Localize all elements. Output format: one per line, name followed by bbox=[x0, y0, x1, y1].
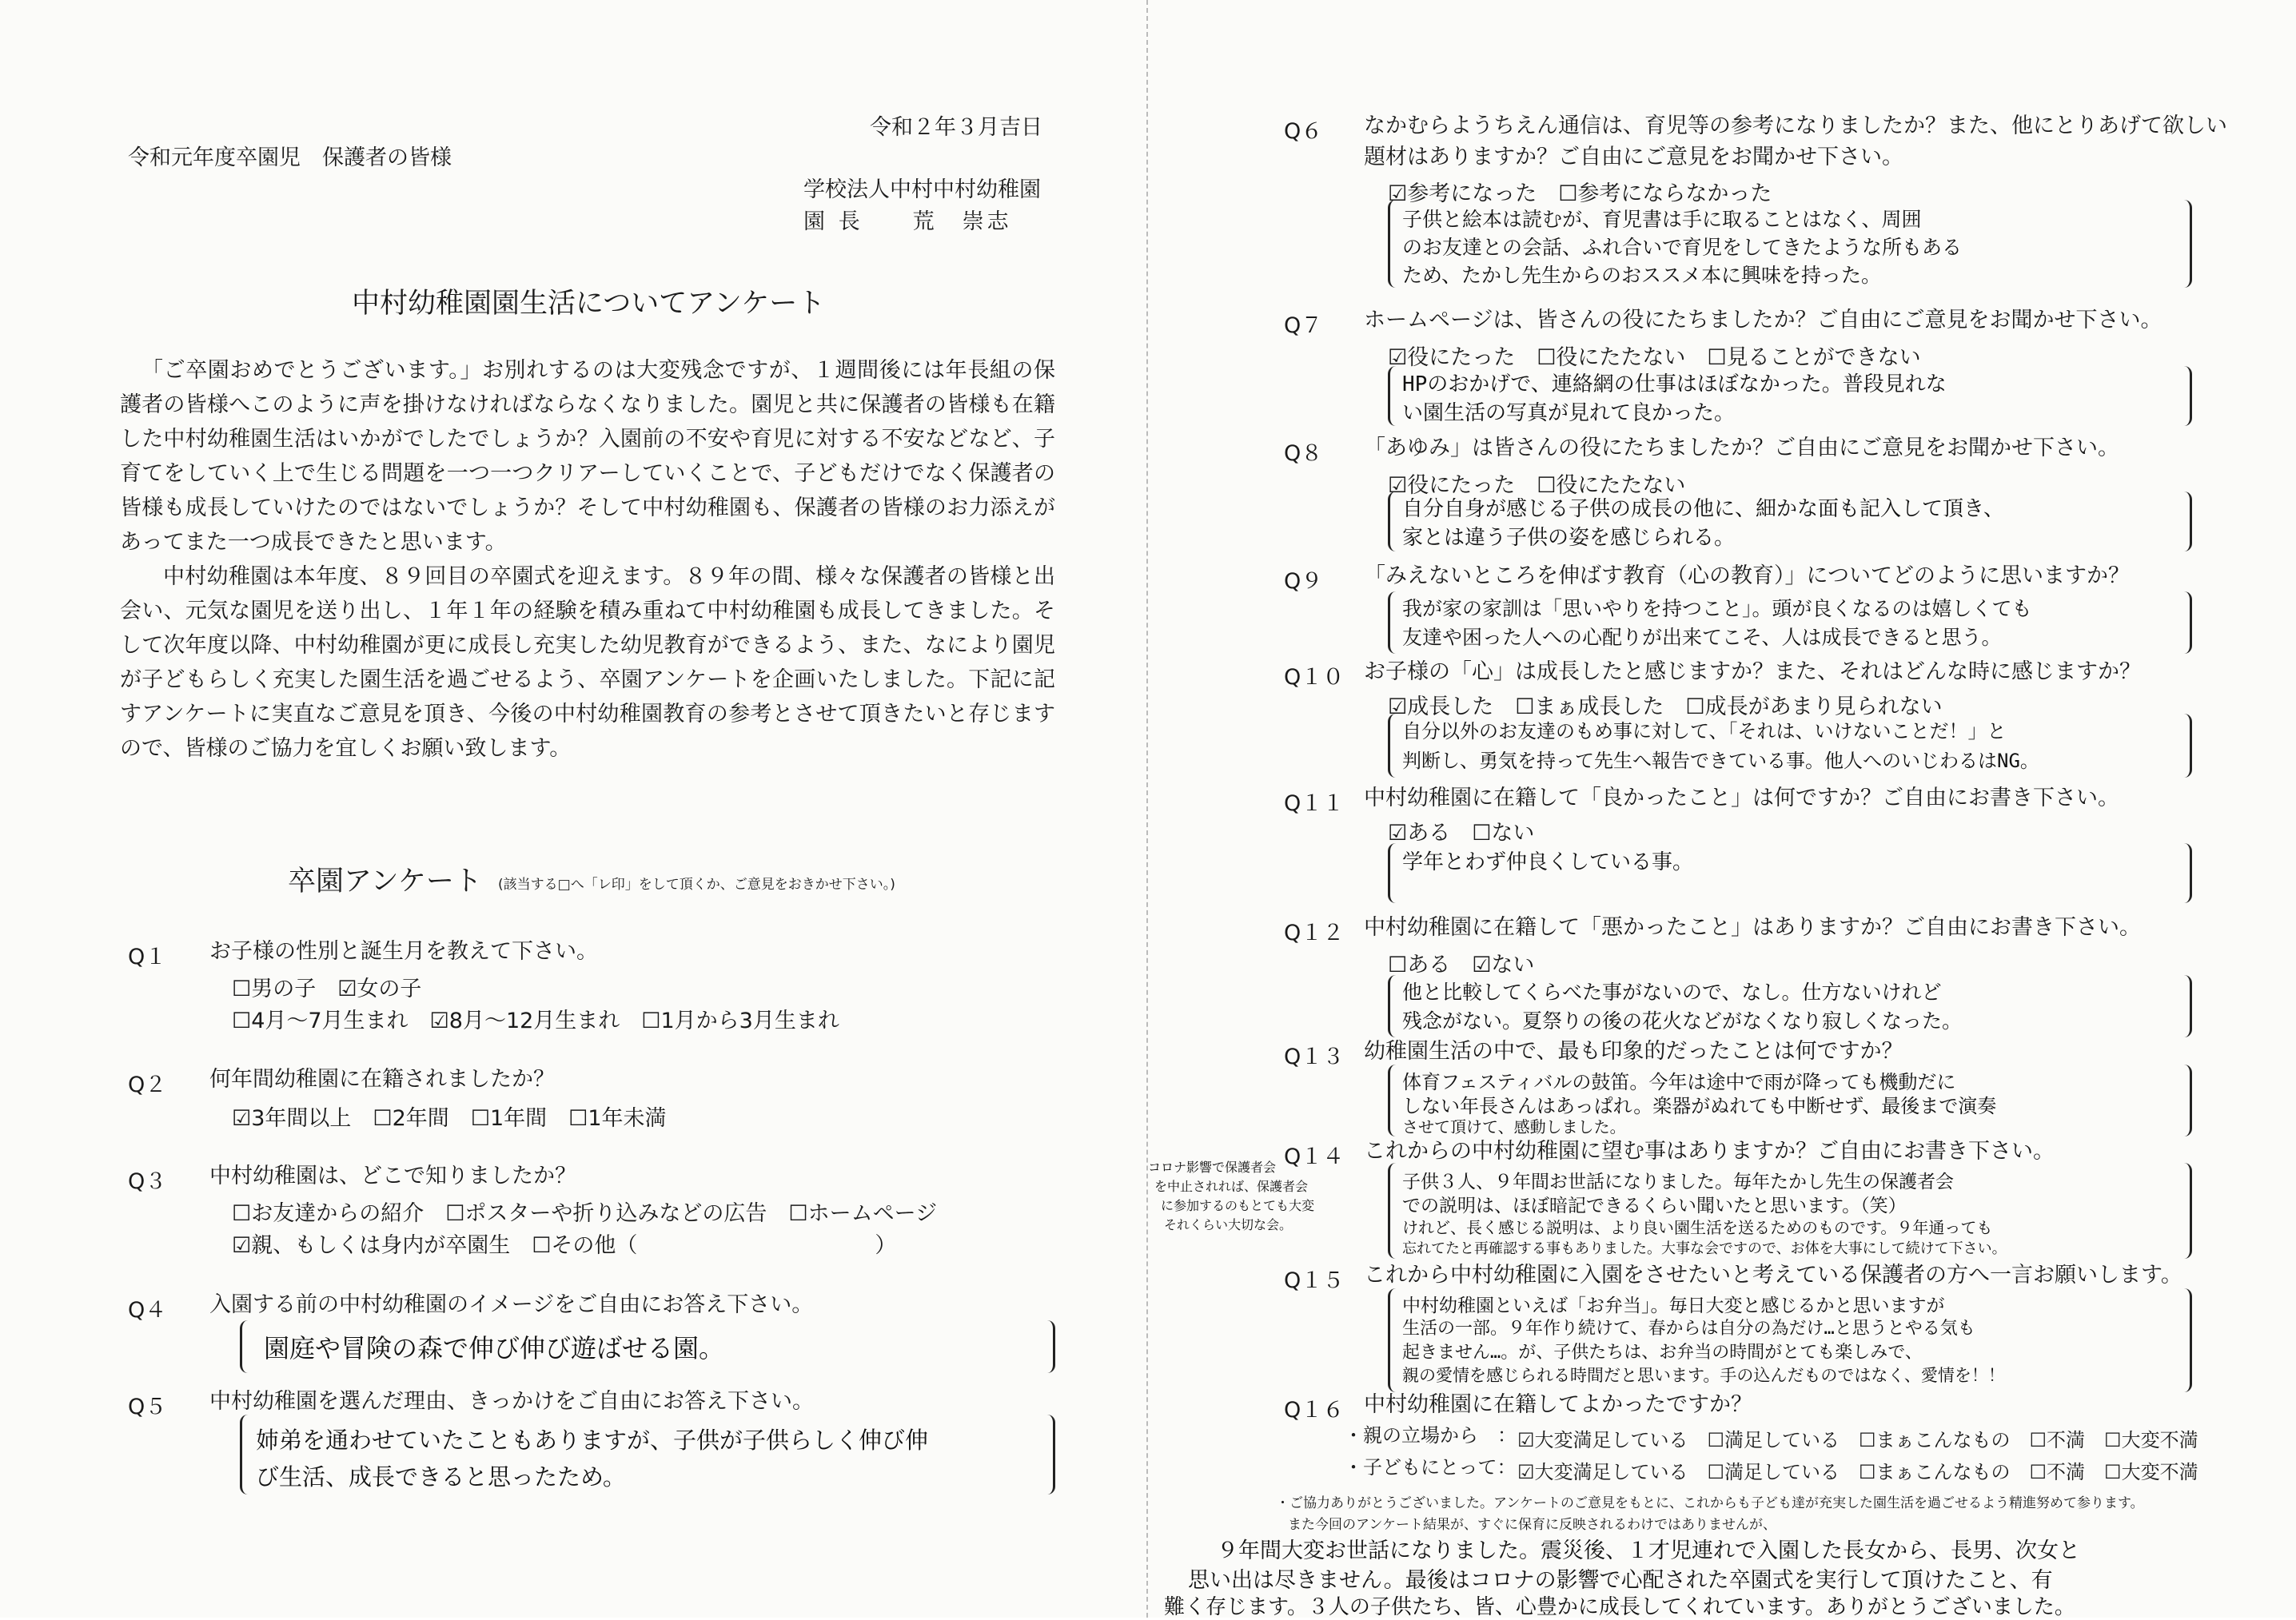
q12-text: 中村幼稚園に在籍して「悪かったこと」はありますか？ご自由にお書き下さい。 bbox=[1364, 915, 2141, 940]
q15-answer-line-4: 親の愛情を感じられる時間だと思います。手の込んだものではなく、愛情を！！ bbox=[1402, 1366, 2005, 1385]
q4-text: 入園する前の中村幼稚園のイメージをご自由にお答え下さい。 bbox=[209, 1292, 814, 1317]
q12-answer-line-2: 残念がない。夏祭りの後の花火などがなくなり寂しくなった。 bbox=[1402, 1009, 1963, 1033]
q10-answer-line-2: 判断し、勇気を持って先生へ報告できている事。他人へのいじわるはNG。 bbox=[1402, 750, 2039, 772]
q10-text: お子様の「心」は成長したと感じますか？また、それはどんな時に感じますか？ bbox=[1364, 659, 2141, 684]
closing-note-1: ・ご協力ありがとうございました。アンケートのご意見をもとに、これからも子ども達が充実した園生活を過ごせるよう精進努めて参ります。 bbox=[1276, 1495, 2144, 1511]
q1-number: Q１ bbox=[128, 945, 167, 969]
q16-number: Q１６ bbox=[1284, 1398, 1345, 1423]
q14-margin-note-3: に参加するのもとても大変 bbox=[1161, 1198, 1315, 1213]
right-page bbox=[1148, 0, 2296, 1618]
q11-text: 中村幼稚園に在籍して「良かったこと」は何ですか？ご自由にお書き下さい。 bbox=[1364, 786, 2119, 810]
q14-answer-line-2: での説明は、ほぼ暗記できるくらい聞いたと思います。（笑） bbox=[1402, 1196, 1907, 1216]
q2-options[interactable]: ☑3年間以上 ☐2年間 ☐1年間 ☐1年未満 bbox=[232, 1106, 667, 1131]
q14-margin-note-1: コロナ影響で保護者会 bbox=[1148, 1160, 1277, 1175]
q13-answer-line-3: させて頂けて、感動しました。 bbox=[1402, 1117, 1626, 1136]
q12-number: Q１２ bbox=[1284, 921, 1345, 945]
q4-number: Q４ bbox=[128, 1298, 167, 1323]
q14-text: これからの中村幼稚園に望む事はありますか？ご自由にお書き下さい。 bbox=[1364, 1139, 2055, 1164]
intro-paragraph-2: 中村幼稚園は本年度、８９回目の卒園式を迎えます。８９年の間、様々な保護者の皆様と出会い、元気な園児を送り出し、１年１年の経験を積み重ねて中村幼稚園も成長してきました。そして次年度以降、中村幼稚園が更に成長し充実した幼児教育ができるよう、また、なにより園児が子どもらしく充実した園生活を過ごせるよう、卒園アンケートを企画いたしました。下記に記すアンケートに実直なご意見を頂き、今後の中村幼稚園教育の参考とさせて頂きたいと存じますので、皆様のご協力を宜しくお願い致します。 bbox=[120, 564, 1055, 761]
intro-paragraph-1: 「ご卒園おめでとうございます。」お別れするのは大変残念ですが、１週間後には年長組の保護者の皆様へこのように声を掛けなければならなくなりました。園児と共に保護者の皆様も在籍した中村幼稚園生活はいかがでしたでしょうか？入園前の不安や育児に対する不安などなど、子育てをしていく上で生じる問題を一つ一つクリアーしていくことで、子どもだけでなく保護者の皆様も成長していけたのではないでしょうか？そして中村幼稚園も、保護者の皆様のお力添えがあってまた一つ成長できたと思います。 bbox=[120, 358, 1055, 555]
q3-number: Q３ bbox=[128, 1169, 167, 1194]
q11-number: Q１１ bbox=[1284, 791, 1345, 816]
q6-answer-line-3: ため、たかし先生からのおススメ本に興味を持った。 bbox=[1402, 264, 1882, 287]
q1-gender-options[interactable]: ☐男の子 ☑女の子 bbox=[232, 977, 422, 1001]
closing-note-2: また今回のアンケート結果が、すぐに保育に反映されるわけではありませんが、 bbox=[1288, 1517, 1776, 1533]
q15-answer-line-1: 中村幼稚園といえば「お弁当」。毎日大変と感じるかと思いますが bbox=[1402, 1296, 1945, 1316]
q2-text: 何年間幼稚園に在籍されましたか？ bbox=[209, 1067, 555, 1092]
q15-answer-line-3: 起きません…。が、子供たちは、お弁当の時間がとても楽しみで、 bbox=[1402, 1343, 1923, 1363]
q14-margin-note-4: それくらい大切な会。 bbox=[1164, 1217, 1293, 1232]
q16-text: 中村幼稚園に在籍してよかったですか？ bbox=[1364, 1392, 1752, 1417]
q5-answer-line-1: 姉弟を通わせていたこともありますが、子供が子供らしく伸び伸 bbox=[256, 1427, 929, 1454]
q7-number: Q７ bbox=[1284, 313, 1323, 338]
q13-answer-line-2: しない年長さんはあっぱれ。楽器がぬれても中断せず、最後まで演奏 bbox=[1402, 1095, 1997, 1117]
principal-name: 園 長 荒 崇志 bbox=[803, 209, 1012, 234]
q12-answer-line-1: 他と比較してくらべた事がないので、なし。仕方ないけれど bbox=[1402, 981, 1942, 1004]
q3-text: 中村幼稚園は、どこで知りましたか？ bbox=[209, 1164, 576, 1188]
q8-number: Q８ bbox=[1284, 441, 1323, 466]
q1-birth-month-options[interactable]: ☐4月～7月生まれ ☑8月～12月生まれ ☐1月から3月生まれ bbox=[232, 1009, 839, 1033]
q16-child-label: ・子どもにとって： bbox=[1344, 1456, 1517, 1479]
final-message-line-3: 難く存じます。３人の子供たち、皆、心豊かに成長してくれています。ありがとうございました。 bbox=[1164, 1595, 2075, 1619]
q16-parent-label: ・親の立場から ： bbox=[1344, 1424, 1517, 1447]
letter-recipient: 令和元年度卒園児 保護者の皆様 bbox=[128, 145, 452, 170]
q3-options-2[interactable]: ☑親、もしくは身内が卒園生 ☐その他（ ） bbox=[232, 1233, 897, 1258]
survey-instructions: (該当する□へ「レ印」をして頂くか、ご意見をおきかせ下さい。) bbox=[498, 877, 895, 893]
q14-answer-line-4: 忘れてたと再確認する事もありました。大事な会ですので、お体を大事にして続けて下さい。 bbox=[1402, 1240, 2007, 1257]
q9-number: Q９ bbox=[1284, 569, 1323, 594]
q8-options[interactable]: ☑役にたった ☐役にたたない bbox=[1388, 473, 1686, 498]
q14-answer-line-1: 子供３人、９年間お世話になりました。毎年たかし先生の保護者会 bbox=[1402, 1172, 1954, 1192]
q16-child-options[interactable]: ☑大変満足している ☐満足している ☐まぁこんなもの ☐不満 ☐大変不満 bbox=[1517, 1461, 2198, 1483]
q6-text-line-1: なかむらようちえん通信は、育児等の参考になりましたか？また、他にとりあげて欲しい bbox=[1364, 113, 2227, 138]
q9-answer-line-1: 我が家の家訓は「思いやりを持つこと」。頭が良くなるのは嬉しくても bbox=[1402, 597, 2032, 620]
q14-margin-note-2: を中止されれば、保護者会 bbox=[1154, 1179, 1309, 1194]
q10-number: Q１０ bbox=[1284, 665, 1345, 690]
q13-number: Q１３ bbox=[1284, 1045, 1345, 1069]
q13-answer-line-1: 体育フェスティバルの鼓笛。今年は途中で雨が降っても機動だに bbox=[1402, 1071, 1956, 1093]
q7-options[interactable]: ☑役にたった ☐役にたたない ☐見ることができない bbox=[1388, 345, 1921, 370]
q15-number: Q１５ bbox=[1284, 1268, 1345, 1293]
school-name: 学校法人中村中村幼稚園 bbox=[803, 177, 1041, 202]
q12-options[interactable]: ☐ある ☑ない bbox=[1388, 953, 1535, 977]
q6-answer-line-1: 子供と絵本は読むが、育児書は手に取ることはなく、周囲 bbox=[1402, 208, 1922, 231]
q7-answer-line-1: HPのおかげで、連絡網の仕事はほぼなかった。普段見れな bbox=[1402, 372, 1947, 396]
q11-options[interactable]: ☑ある ☐ない bbox=[1388, 821, 1535, 846]
q15-answer-line-2: 生活の一部。９年作り続けて、春からは自分の為だけ…と思うとやる気も bbox=[1402, 1319, 1975, 1339]
q6-options[interactable]: ☑参考になった ☐参考にならなかった bbox=[1388, 181, 1772, 206]
q16-parent-options[interactable]: ☑大変満足している ☐満足している ☐まぁこんなもの ☐不満 ☐大変不満 bbox=[1517, 1429, 2198, 1451]
q5-answer-line-2: び生活、成長できると思ったため。 bbox=[256, 1463, 626, 1491]
q9-text: 「みえないところを伸ばす教育（心の教育）」についてどのように思いますか？ bbox=[1364, 563, 2130, 588]
q8-answer-line-2: 家とは違う子供の姿を感じられる。 bbox=[1402, 526, 1736, 550]
q6-answer-line-2: のお友達との会話、ふれ合いで育児をしてきたような所もある bbox=[1402, 236, 1963, 259]
q5-text: 中村幼稚園を選んだ理由、きっかけをご自由にお答え下さい。 bbox=[209, 1389, 814, 1414]
q1-text: お子様の性別と誕生月を教えて下さい。 bbox=[209, 939, 598, 964]
q6-number: Q６ bbox=[1284, 119, 1323, 144]
intro-text bbox=[120, 353, 1055, 766]
survey-title: 中村幼稚園園生活についてアンケート bbox=[352, 288, 826, 320]
q8-answer-line-1: 自分自身が感じる子供の成長の他に、細かな面も記入して頂き、 bbox=[1402, 497, 2004, 521]
q14-answer-line-3: けれど、長く感じる説明は、より良い園生活を送るためのものです。９年通っても bbox=[1402, 1218, 1993, 1237]
final-message-line-2: 思い出は尽きません。最後はコロナの影響で心配された卒園式を実行して頂けたこと、有 bbox=[1188, 1568, 2053, 1593]
q3-options-1[interactable]: ☐お友達からの紹介 ☐ポスターや折り込みなどの広告 ☐ホームページ bbox=[232, 1201, 938, 1226]
q10-options[interactable]: ☑成長した ☐まぁ成長した ☐成長があまり見られない bbox=[1388, 695, 1943, 719]
q5-number: Q５ bbox=[128, 1395, 167, 1419]
letter-date: 令和２年３月吉日 bbox=[870, 115, 1042, 140]
q14-number: Q１４ bbox=[1284, 1144, 1345, 1169]
q10-answer-line-1: 自分以外のお友達のもめ事に対して、「それは、いけないことだ！」と bbox=[1402, 720, 2007, 742]
q7-text: ホームページは、皆さんの役にたちましたか？ご自由にご意見をお聞かせ下さい。 bbox=[1364, 308, 2162, 332]
q7-answer-line-2: い園生活の写真が見れて良かった。 bbox=[1402, 401, 1736, 425]
survey-heading: 卒園アンケート bbox=[288, 866, 482, 898]
q13-text: 幼稚園生活の中で、最も印象的だったことは何ですか？ bbox=[1364, 1039, 1903, 1064]
q8-text: 「あゆみ」は皆さんの役にたちましたか？ご自由にご意見をお聞かせ下さい。 bbox=[1364, 436, 2119, 460]
q2-number: Q２ bbox=[128, 1073, 167, 1097]
q15-text: これから中村幼稚園に入園をさせたいと考えている保護者の方へ一言お願いします。 bbox=[1364, 1263, 2182, 1288]
q6-text-line-2: 題材はありますか？ご自由にご意見をお聞かせ下さい。 bbox=[1364, 145, 1903, 169]
q4-answer: 園庭や冒険の森で伸び伸び遊ばせる園。 bbox=[264, 1333, 725, 1363]
left-page bbox=[0, 0, 1148, 1618]
q11-answer: 学年とわず仲良くしている事。 bbox=[1402, 850, 1694, 874]
q9-answer-line-2: 友達や困った人への心配りが出来てこそ、人は成長できると思う。 bbox=[1402, 626, 2002, 649]
final-message-line-1: ９年間大変お世話になりました。震災後、１才児連れで入園した長女から、長男、次女と bbox=[1217, 1538, 2080, 1563]
